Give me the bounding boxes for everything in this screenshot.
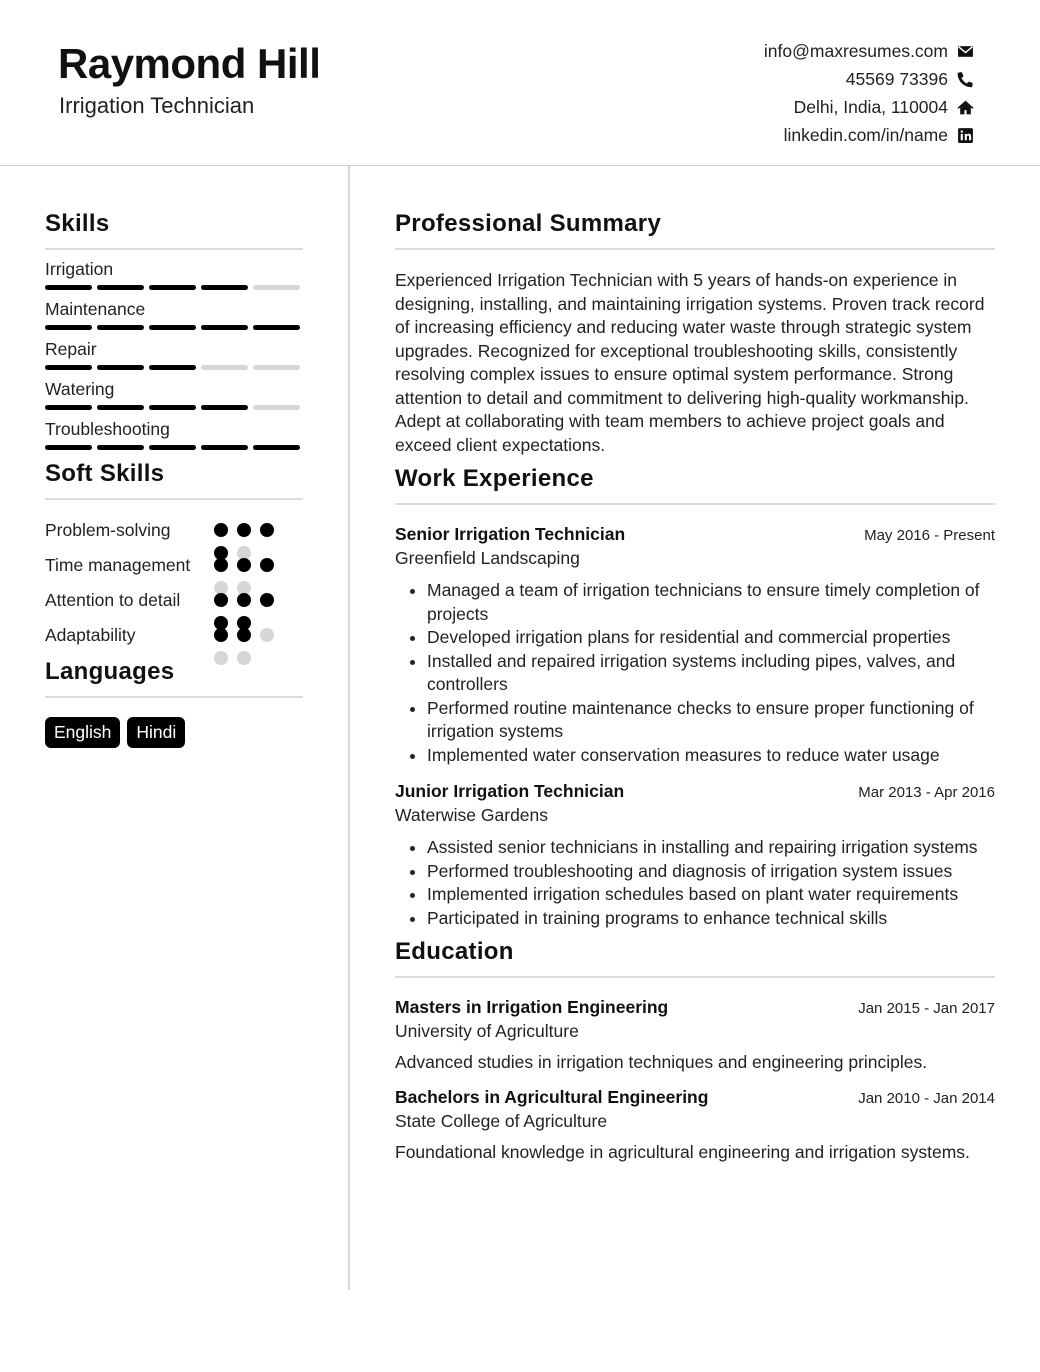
resume-header [0, 0, 1040, 166]
skill-level-segment [149, 365, 196, 370]
skill-level-segment [201, 365, 248, 370]
contact-linkedin-text: linkedin.com/in/name [783, 124, 948, 145]
language-list [45, 717, 303, 748]
education-date: Jan 2015 - Jan 2017 [858, 1000, 995, 1017]
skill-name: Irrigation [45, 259, 114, 279]
work-experience-section [395, 465, 995, 930]
rating-dot [260, 593, 274, 607]
school-name: University of Agriculture [395, 1021, 579, 1041]
job-bullet: • Performed troubleshooting and diagnosis of irrigation system issues [427, 860, 995, 884]
rating-dot [237, 593, 251, 607]
degree-title: Bachelors in Agricultural Engineering [395, 1087, 709, 1107]
skill-level-segment [97, 285, 144, 290]
contact-address [764, 93, 974, 121]
rating-dot [214, 523, 228, 537]
work-experience-title: Work Experience [395, 465, 995, 505]
skill-item [45, 418, 303, 450]
skill-level-bar [45, 325, 303, 330]
education-description: Foundational knowledge in agricultural engineering and irrigation systems. [395, 1142, 970, 1162]
education-description: Advanced studies in irrigation techniques and engineering principles. [395, 1052, 928, 1072]
contact-address-text: Delhi, India, 110004 [793, 96, 948, 117]
skill-level-segment [97, 445, 144, 450]
skill-level-segment [45, 445, 92, 450]
soft-skill-name: Adaptability [45, 625, 136, 645]
job-bullets [395, 836, 995, 930]
contact-phone[interactable] [764, 65, 974, 93]
skill-level-segment [201, 405, 248, 410]
job-title: Senior Irrigation Technician [395, 524, 626, 544]
job-date: May 2016 - Present [864, 527, 995, 544]
skill-level-segment [253, 365, 300, 370]
skill-level-segment [253, 325, 300, 330]
skill-level-bar [45, 365, 303, 370]
skill-level-segment [97, 405, 144, 410]
skill-item [45, 258, 303, 290]
skill-level-segment [149, 285, 196, 290]
contact-linkedin[interactable] [764, 121, 974, 149]
rating-dot [237, 628, 251, 642]
right-column [395, 210, 995, 1163]
summary-title: Professional Summary [395, 210, 995, 250]
language-badge: Hindi [127, 717, 185, 748]
skill-level-segment [253, 285, 300, 290]
rating-dot [214, 651, 228, 665]
rating-dot [260, 558, 274, 572]
skill-level-segment [149, 405, 196, 410]
job-bullet: • Implemented irrigation schedules based on plant water requirements [427, 883, 995, 907]
skill-level-bar [45, 445, 303, 450]
education-date: Jan 2010 - Jan 2014 [858, 1090, 995, 1107]
job-company: Greenfield Landscaping [395, 548, 580, 568]
summary-text: Experienced Irrigation Technician with 5 years of hands-on experience in designing, installing, and maintaining irrigation systems. Proven track record of increasing efficiency and reducing water waste through strategic system upgrades. Recognized for exceptional troubleshooting skills, consistently resolving complex issues to ensure optimal system performance. Strong attention to detail and commitment to delivering high-quality workmanship. Adept at collaborating with team members to achieve project goals and exceed client expectations. [395, 270, 985, 455]
job-bullet: • Developed irrigation plans for residential and commercial properties [427, 626, 995, 650]
job-bullet: • Managed a team of irrigation technicians to ensure timely completion of projects [427, 579, 995, 626]
job-bullet: • Participated in training programs to enhance technical skills [427, 907, 995, 931]
phone-icon [956, 70, 974, 88]
soft-skills-title: Soft Skills [45, 460, 303, 500]
column-divider [348, 166, 350, 1290]
soft-skills-list [45, 518, 303, 653]
degree-title: Masters in Irrigation Engineering [395, 997, 669, 1017]
skill-level-bar [45, 405, 303, 410]
soft-skill-name: Attention to detail [45, 590, 181, 610]
candidate-role: Irrigation Technician [59, 93, 255, 118]
school-name: State College of Agriculture [395, 1111, 608, 1131]
soft-skill-item [45, 588, 303, 618]
languages-title: Languages [45, 658, 303, 698]
contact-list [764, 37, 974, 149]
skill-level-segment [201, 285, 248, 290]
skill-item [45, 338, 303, 370]
skill-item [45, 298, 303, 330]
skill-level-segment [149, 445, 196, 450]
skill-level-segment [97, 365, 144, 370]
rating-dot [214, 558, 228, 572]
skill-level-segment [201, 445, 248, 450]
soft-skill-item [45, 553, 303, 583]
job-title: Junior Irrigation Technician [395, 781, 625, 801]
skill-level-segment [253, 445, 300, 450]
skill-name: Maintenance [45, 299, 146, 319]
job-date: Mar 2013 - Apr 2016 [858, 784, 995, 801]
skill-name: Repair [45, 339, 97, 359]
skill-level-segment [45, 285, 92, 290]
skill-level-segment [253, 405, 300, 410]
skill-level-segment [149, 325, 196, 330]
rating-dot [214, 593, 228, 607]
home-icon [956, 98, 974, 116]
job-bullet: • Assisted senior technicians in installing and repairing irrigation systems [427, 836, 995, 860]
job-company: Waterwise Gardens [395, 805, 549, 825]
education-entry [395, 1087, 995, 1163]
contact-email-text: info@maxresumes.com [763, 40, 948, 61]
rating-dot [260, 523, 274, 537]
rating-dot [214, 628, 228, 642]
skill-level-segment [45, 325, 92, 330]
skill-name: Troubleshooting [45, 419, 170, 439]
candidate-name: Raymond Hill [58, 40, 321, 87]
linkedin-icon [956, 126, 974, 144]
education-section [395, 938, 995, 1163]
rating-dot [237, 651, 251, 665]
skill-level-segment [45, 365, 92, 370]
skill-name: Watering [45, 379, 115, 399]
skill-level-segment [45, 405, 92, 410]
contact-phone-text: 45569 73396 [845, 68, 948, 89]
contact-email[interactable] [764, 37, 974, 65]
education-entry [395, 997, 995, 1073]
job-bullets [395, 579, 995, 767]
skill-item [45, 378, 303, 410]
job-bullet: • Installed and repaired irrigation systems including pipes, valves, and controllers [427, 650, 995, 697]
skill-level-segment [97, 325, 144, 330]
job-bullet: • Performed routine maintenance checks to ensure proper functioning of irrigation systems [427, 697, 995, 744]
soft-skill-name: Time management [45, 555, 191, 575]
soft-skill-item [45, 518, 303, 548]
soft-skill-rating [214, 628, 294, 665]
soft-skill-item [45, 623, 303, 653]
skill-level-bar [45, 285, 303, 290]
rating-dot [237, 558, 251, 572]
education-title: Education [395, 938, 995, 978]
job-bullet: • Implemented water conservation measures to reduce water usage [427, 744, 995, 768]
language-badge: English [45, 717, 120, 748]
rating-dot [260, 628, 274, 642]
rating-dot [237, 523, 251, 537]
job-entry [395, 524, 995, 767]
soft-skill-name: Problem-solving [45, 520, 171, 540]
envelope-icon [956, 42, 974, 60]
skills-title: Skills [45, 210, 303, 250]
left-column [45, 210, 303, 748]
skill-level-segment [201, 325, 248, 330]
job-entry [395, 781, 995, 930]
